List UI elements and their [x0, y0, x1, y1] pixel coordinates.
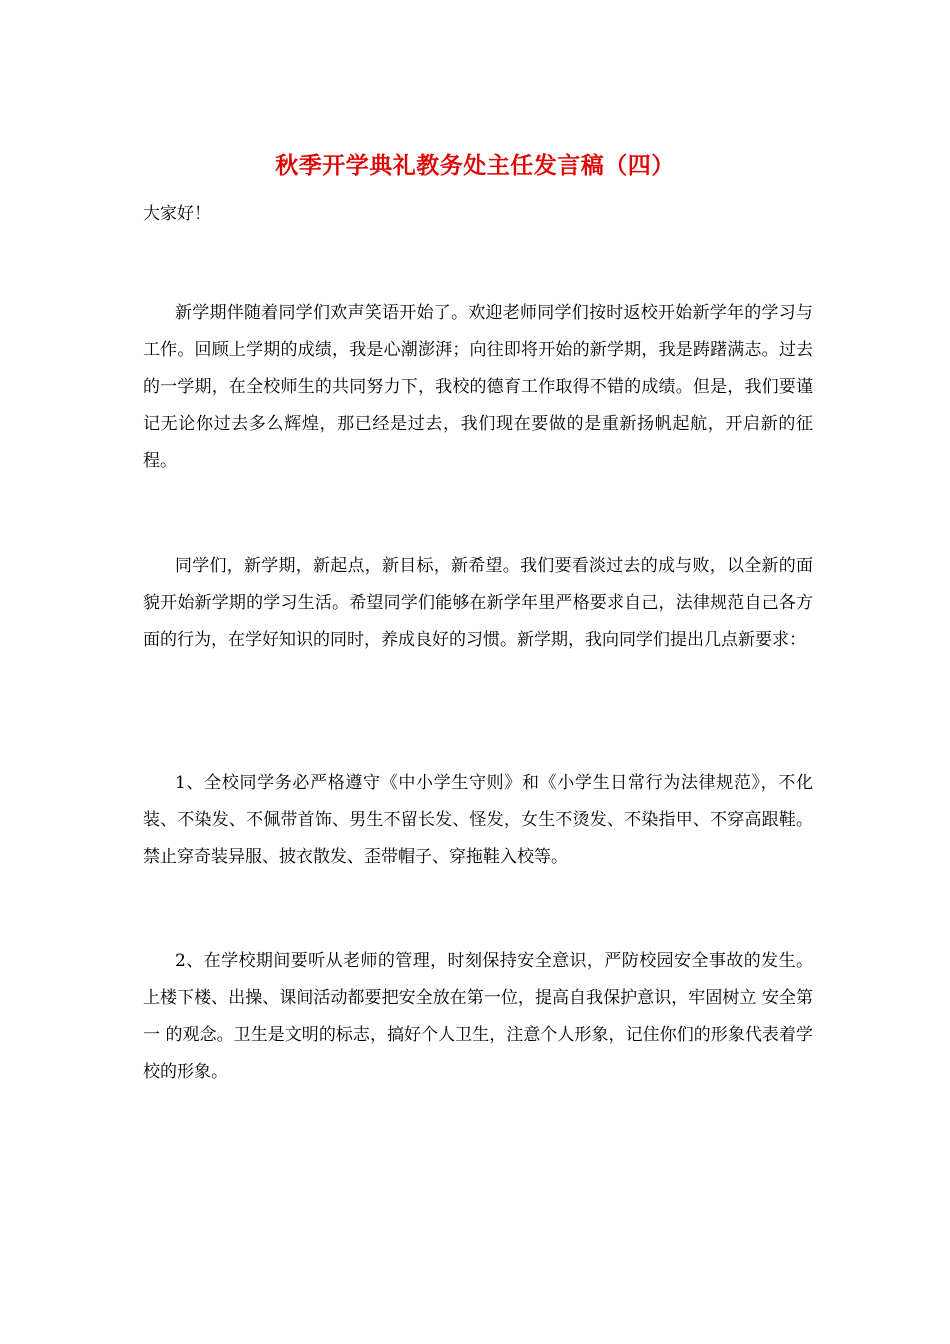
paragraph-rule-1: 1、全校同学务必严格遵守《中小学生守则》和《小学生日常行为法律规范》，不化装、不染发、不佩带首饰、男生不留长发、怪发，女生不烫发、不染指甲、不穿高跟鞋。禁止穿奇装异服、披衣散发、歪带帽子、穿拖鞋入校等。: [143, 773, 813, 867]
paragraph-rule-2: 2、在学校期间要听从老师的管理，时刻保持安全意识，严防校园安全事故的发生。上楼下楼、出操、课间活动都要把安全放在第一位，提高自我保护意识，牢固树立 安全第一 的观念。卫生是文明的标志，搞好个人卫生，注意个人形象，记住你们的形象代表着学校的形象。: [143, 951, 813, 1082]
paragraph-new-term: 同学们，新学期，新起点，新目标，新希望。我们要看淡过去的成与败，以全新的面貌开始新学期的学习生活。希望同学们能够在新学年里严格要求自己，法律规范自己各方面的行为，在学好知识的同时，养成良好的习惯。新学期，我向同学们提出几点新要求：: [143, 556, 813, 650]
greeting-text: 大家好！: [143, 204, 211, 224]
paragraph-intro: 新学期伴随着同学们欢声笑语开始了。欢迎老师同学们按时返校开始新学年的学习与工作。回顾上学期的成绩，我是心潮澎湃；向往即将开始的新学期，我是踌躇满志。过去的一学期，在全校师生的共同努力下，我校的德育工作取得不错的成绩。但是，我们要谨记无论你过去多么辉煌，那已经是过去，我们现在要做的是重新扬帆起航，开启新的征程。: [143, 303, 813, 471]
document-title: 秋季开学典礼教务处主任发言稿（四）: [275, 152, 675, 179]
